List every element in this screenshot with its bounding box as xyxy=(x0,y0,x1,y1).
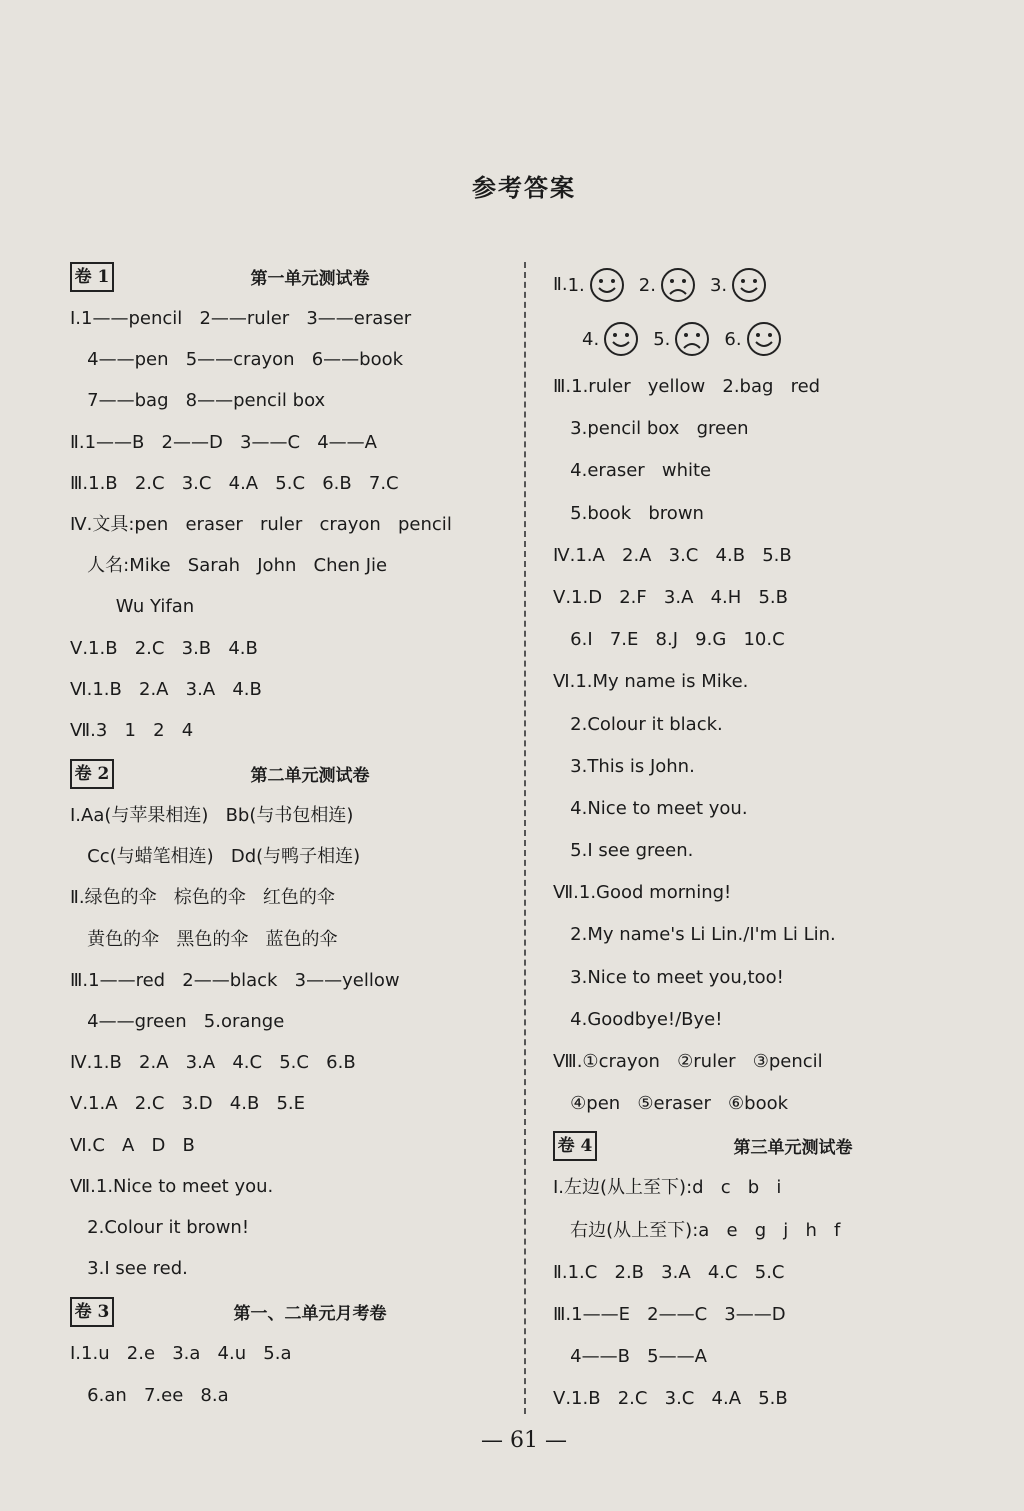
answer-line: Ⅲ.1.B 2.C 3.C 4.A 5.C 6.B 7.C xyxy=(70,472,399,494)
smiley-number: 4. xyxy=(582,328,600,350)
answer-line: Ⅶ.1.Good morning! xyxy=(553,882,732,904)
answer-line: Ⅶ.3 1 2 4 xyxy=(70,719,194,741)
answer-line: 6.an 7.ee 8.a xyxy=(70,1384,229,1406)
answer-line: Ⅷ.①crayon ②ruler ③pencil xyxy=(553,1051,823,1072)
left-column xyxy=(70,258,510,1416)
answer-line: 5.book brown xyxy=(553,502,704,524)
smiley-number: 6. xyxy=(724,328,742,350)
answer-line: Ⅱ.1.C 2.B 3.A 4.C 5.C xyxy=(553,1261,785,1283)
smiley-number: 2. xyxy=(638,274,656,296)
happy-face-icon xyxy=(731,267,767,303)
answer-line: Ⅶ.1.Nice to meet you. xyxy=(70,1175,274,1197)
section-header xyxy=(70,258,510,298)
answer-line: 4.Goodbye!/Bye! xyxy=(553,1008,723,1030)
smiley-item xyxy=(568,267,625,303)
answer-lines xyxy=(553,366,993,1125)
page-title: 参考答案 xyxy=(472,174,576,202)
answer-line: Ⅵ.1.B 2.A 3.A 4.B xyxy=(70,678,262,700)
happy-face-icon xyxy=(603,321,639,357)
right-column xyxy=(553,258,993,1421)
answer-line: Ⅰ.Aa(与苹果相连) Bb(与书包相连) xyxy=(70,805,354,827)
answer-line: 2.Colour it brown! xyxy=(70,1216,250,1238)
answer-lines xyxy=(70,298,510,751)
answer-line: Ⅱ.绿色的伞 棕色的伞 红色的伞 xyxy=(70,887,335,909)
smiley-number: 1. xyxy=(567,274,585,296)
section-title: 第一、二单元月考卷 xyxy=(233,1304,387,1325)
answer-line: 4——pen 5——crayon 6——book xyxy=(70,349,404,371)
section-title: 第二单元测试卷 xyxy=(250,766,370,787)
answer-line: 4——green 5.orange xyxy=(70,1011,285,1032)
section-4 xyxy=(553,1127,993,1420)
section-title: 第三单元测试卷 xyxy=(733,1138,853,1159)
answer-line: Ⅴ.1.D 2.F 3.A 4.H 5.B xyxy=(553,586,788,608)
section-tag: 卷 4 xyxy=(553,1131,597,1161)
sad-face-icon xyxy=(660,267,696,303)
smiley-item xyxy=(639,267,696,303)
section-header xyxy=(553,1127,993,1167)
section-tag: 卷 3 xyxy=(70,1297,114,1327)
happy-face-icon xyxy=(589,267,625,303)
question-number: Ⅱ. xyxy=(553,273,568,295)
answer-line: Ⅲ.1.ruler yellow 2.bag red xyxy=(553,376,821,397)
section-header xyxy=(70,755,510,795)
answer-line: 右边(从上至下):a e g j h f xyxy=(553,1219,841,1241)
answer-line: Ⅲ.1——red 2——black 3——yellow xyxy=(70,969,400,991)
answer-line: Ⅰ.1——pencil 2——ruler 3——eraser xyxy=(70,308,412,329)
answer-line: Ⅳ.1.A 2.A 3.C 4.B 5.B xyxy=(553,544,792,566)
answer-lines xyxy=(553,1167,993,1420)
answer-line: 3.I see red. xyxy=(70,1258,188,1280)
answer-line: Cc(与蜡笔相连) Dd(与鸭子相连) xyxy=(70,846,361,868)
answer-line: 3.pencil box green xyxy=(553,418,749,440)
answer-line: Ⅰ.1.u 2.e 3.a 4.u 5.a xyxy=(70,1343,292,1365)
answer-line: Ⅵ.C A D B xyxy=(70,1134,195,1156)
answer-line: Ⅴ.1.B 2.C 3.C 4.A 5.B xyxy=(553,1388,788,1410)
answer-line: 黄色的伞 黑色的伞 蓝色的伞 xyxy=(70,928,338,950)
smiley-row-2 xyxy=(553,312,993,366)
section-title: 第一单元测试卷 xyxy=(250,269,370,289)
answer-line: 7——bag 8——pencil box xyxy=(70,390,326,412)
page-number: — 61 — xyxy=(481,1428,567,1453)
smiley-item xyxy=(653,321,710,357)
answer-line: 4.eraser white xyxy=(553,460,712,482)
answer-line: 6.I 7.E 8.J 9.G 10.C xyxy=(553,629,785,651)
answer-line: 2.Colour it black. xyxy=(553,713,723,735)
answer-line: Ⅲ.1——E 2——C 3——D xyxy=(553,1303,786,1325)
answer-line: 人名:Mike Sarah John Chen Jie xyxy=(70,555,388,577)
smiley-row-1 xyxy=(553,258,993,312)
smiley-number: 3. xyxy=(709,274,728,296)
answer-line: Ⅳ.1.B 2.A 3.A 4.C 5.C 6.B xyxy=(70,1052,356,1074)
answer-line: Ⅵ.1.My name is Mike. xyxy=(553,671,749,693)
answer-line: Wu Yifan xyxy=(70,596,195,618)
answer-line: Ⅰ.左边(从上至下):d c b i xyxy=(553,1177,782,1199)
column-divider xyxy=(524,262,526,1414)
answer-line: 3.Nice to meet you,too! xyxy=(553,966,784,988)
section-2 xyxy=(70,755,510,1289)
answer-line: 4——B 5——A xyxy=(553,1346,707,1368)
answer-line: Ⅴ.1.A 2.C 3.D 4.B 5.E xyxy=(70,1093,306,1115)
answer-line: Ⅳ.文具:pen eraser ruler crayon pencil xyxy=(70,513,452,535)
smiley-item xyxy=(582,321,639,357)
section-tag: 卷 2 xyxy=(70,759,114,789)
answer-line: ④pen ⑤eraser ⑥book xyxy=(553,1093,789,1115)
section-header xyxy=(70,1293,510,1333)
section-3 xyxy=(70,1293,510,1415)
section-tag: 卷 1 xyxy=(70,262,114,292)
smiley-item xyxy=(724,321,781,357)
happy-face-icon xyxy=(746,321,782,357)
answer-line: 5.I see green. xyxy=(553,840,694,862)
answer-lines xyxy=(70,795,510,1289)
answer-line: 4.Nice to meet you. xyxy=(553,797,748,819)
answer-line: 2.My name's Li Lin./I'm Li Lin. xyxy=(553,924,836,946)
smiley-item xyxy=(710,267,767,303)
section-1 xyxy=(70,258,510,751)
answer-lines xyxy=(70,1333,510,1415)
answer-line: Ⅴ.1.B 2.C 3.B 4.B xyxy=(70,637,258,659)
sad-face-icon xyxy=(674,321,710,357)
answer-line: Ⅱ.1——B 2——D 3——C 4——A xyxy=(70,431,377,453)
smiley-number: 5. xyxy=(653,328,671,350)
answer-line: 3.This is John. xyxy=(553,755,695,777)
